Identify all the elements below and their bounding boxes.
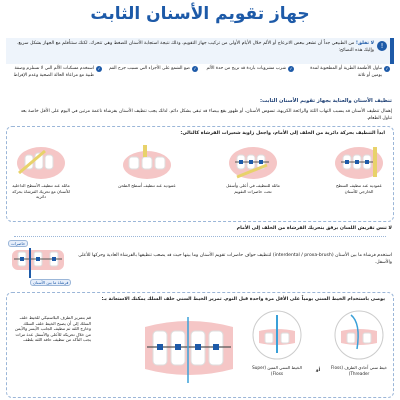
check-icon: ✓ (193, 66, 197, 71)
check-icon: ✓ (385, 66, 389, 71)
caption-inner: مائلة عند تنظيف الأسطح الداخلية للأسنان مع تحريك الفرشاة بحركة دائرية (12, 183, 70, 200)
tip-item: ✓ شرب مشروبات باردة قد تريح من حدة الألم (206, 66, 293, 71)
tooth-brush-illustration (227, 143, 279, 181)
caption-outer: عمودية عند تنظيف السطح الخارجي للأسنان (335, 183, 383, 194)
caption-chewing: عمودية عند تنظيف أسطح الطحن (118, 183, 176, 188)
intro-box (6, 38, 394, 64)
interdental-brush-label: فرشاة ما بين الأسنان (30, 279, 71, 286)
section-heading-care: تنظيف الأسنان والعناية بجهاز تقويم الأسنان الثابت: (259, 98, 392, 104)
tooth-brush-illustration (15, 143, 67, 181)
intro-text: من الطبيعي جداً أن تشعر ببعض الانزعاج أو الألم خلال الأيام الأولى من تركيب جهاز التقويم، وذلك نتيجة استجابة الأسنان للضغط وهي تتحرك. لكنك ستتأقلم مع الجهاز بشكل سريع. وإليك هذه النصائح: (16, 41, 374, 53)
tooth-brush-illustration (333, 143, 385, 181)
divider (14, 236, 386, 237)
page-title: جهاز تقويم الأسنان الثابت (90, 4, 310, 24)
floss-panel (6, 292, 394, 398)
intro-lead: لا تقلق! (355, 41, 374, 46)
section-text-care: إهمال تنظيف الأسنان قد يسبب التهاب اللثة والرائحة الكريهة، تسوس الأسنان، أو ظهور بقع بيضاء قد تبقى بشكل دائم. لذلك يجب تنظيف الأسنان بفرشاة ناعمة مرتين في اليوم على الأقل خاصة بعد تناول الطعام. (20, 109, 392, 121)
floss-threader-caption: خيط سني أحادي الطرف (Floss Threader) (330, 365, 388, 376)
tip-item: ✓ تناول الأطعمة الطرية أو المطحونة لمدة يومين أو ثلاثة (310, 66, 389, 78)
caption-angle: مائلة للتنظيف في أعلى وأسفل تحت حاصرات التقويم (226, 183, 280, 194)
floss-instruction: قم بتمرير الطرف البلاستيكي للخيط خلف السلك إلى أن يصبح الخيط خلف السلك وخارج اللثة ثم تنظيف الجانب الأيسر والأيمن من خلال تحريكه للأعلى والأسفل عدة مرات يجب التأكد من تنظيف حافة اللثة بلطف (14, 315, 91, 343)
check-icon: ✓ (97, 66, 101, 71)
brush-inner-image (11, 143, 71, 200)
brush-chewing-image (117, 143, 177, 200)
super-floss-illustration (249, 309, 305, 361)
floss-bullet: يوصى باستخدام الخيط السني يومياً على الأقل مرة واحدة قبل النوم. تمرير الخيط السني خلف السلك يمكنك الاستعانة بـ: (101, 297, 385, 302)
brush-outer-image (329, 143, 389, 200)
tongue-bullet: لا تنس تفريش اللسان برفق بتحريك الفرشاة من الخلف إلى الأمام (236, 226, 392, 231)
tip-item: ✓ ضع الشمع على الأجزاء التي تسبب جرح الفم (108, 66, 197, 71)
brushing-bullet: ابدأ التنظيف بحركة دائرية من الخلف إلى الأمام، واجعل زاوية شعيرات الفرشاة كالتالي: (180, 131, 385, 136)
brackets-label: حاصرات (8, 240, 28, 247)
super-floss-caption: الخيط السني المتين (Super Floss) (252, 365, 302, 376)
or-label: أو (315, 367, 321, 372)
tip-item: ✓ استخدم مسكنات الألم التي لا تستلزم وصفة طبية مع مراعاة الحالة الصحية وعدم الإفراط (13, 66, 101, 78)
brush-angle-image (223, 143, 283, 200)
tips-row (10, 66, 390, 92)
floss-threader-illustration (331, 309, 387, 361)
check-icon: ✓ (289, 66, 293, 71)
interdental-text: استخدم فرشاة ما بين الأسنان (interdental / proxa-brush) لتنظيف حواف حاصرات تقويم الأسنان وما بينها حيث قد يصعب تنظيفها بالفرشاة العادية وحركها للأعلى والأسفل. (78, 253, 392, 265)
brushing-panel (6, 126, 394, 222)
info-icon: ! (377, 41, 387, 51)
flossing-technique-illustration (139, 307, 239, 393)
tooth-brush-illustration (121, 143, 173, 181)
